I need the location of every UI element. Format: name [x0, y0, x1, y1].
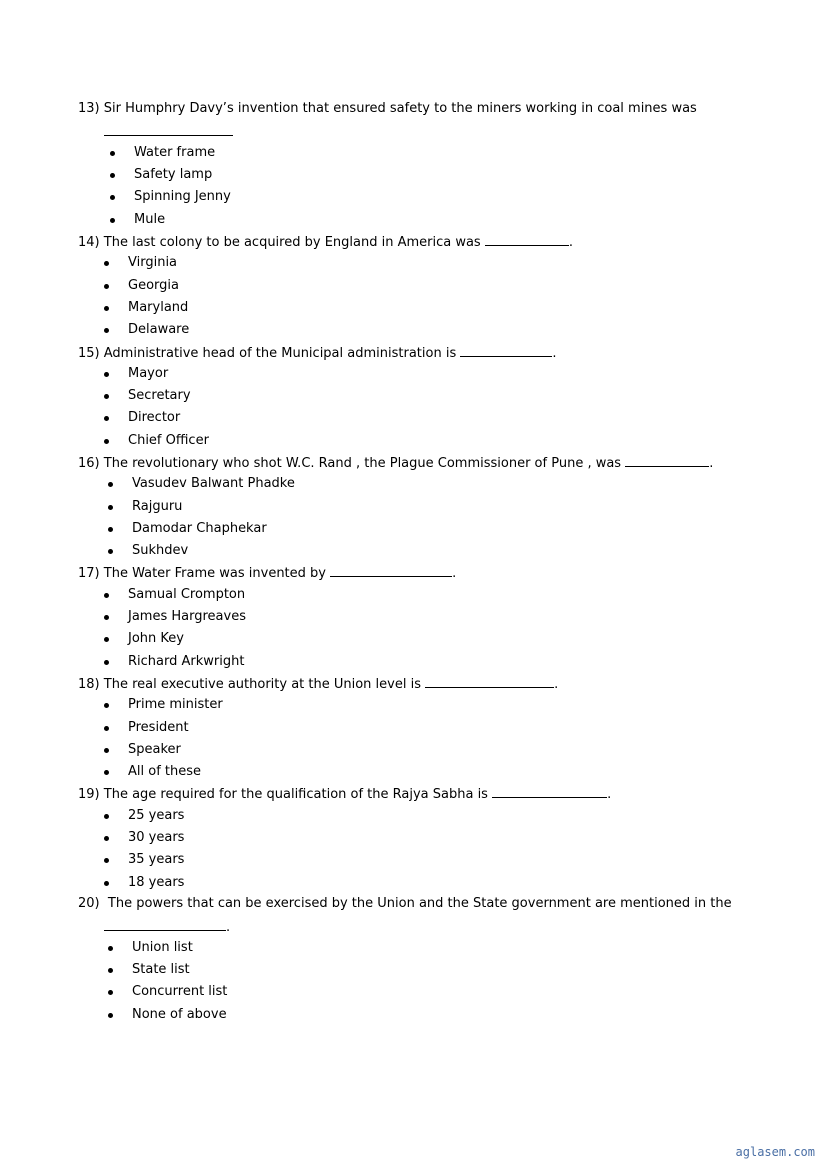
option: Vasudev Balwant Phadke — [132, 476, 295, 491]
option: James Hargreaves — [128, 609, 246, 624]
bullet-icon — [104, 593, 109, 598]
bullet-icon — [108, 482, 113, 487]
bullet-icon — [108, 527, 113, 532]
option: None of above — [132, 1007, 227, 1022]
bullet-icon — [104, 328, 109, 333]
bullet-icon — [104, 814, 109, 819]
answer-blank — [104, 123, 233, 141]
option: 18 years — [128, 875, 185, 890]
question-number: 17) — [78, 566, 100, 581]
question-number: 13) — [78, 101, 100, 116]
option: Director — [128, 410, 181, 425]
bullet-icon — [108, 990, 113, 995]
option: 25 years — [128, 808, 185, 823]
answer-blank — [104, 918, 230, 936]
watermark: aglasem.com — [735, 1145, 815, 1159]
option: Georgia — [128, 278, 179, 293]
option: Damodar Chaphekar — [132, 521, 267, 536]
bullet-icon — [110, 173, 115, 178]
bullet-icon — [104, 284, 109, 289]
option: Maryland — [128, 300, 189, 315]
bullet-icon — [104, 261, 109, 266]
bullet-icon — [104, 660, 109, 665]
option: Spinning Jenny — [134, 189, 231, 204]
option: Concurrent list — [132, 984, 228, 999]
question-17 — [78, 564, 456, 582]
question-end: . — [568, 235, 573, 250]
question-number: 18) — [78, 677, 100, 692]
question-18 — [78, 675, 558, 693]
bullet-icon — [108, 1013, 113, 1018]
question-13 — [78, 101, 697, 117]
bullet-icon — [110, 218, 115, 223]
question-15 — [78, 344, 557, 362]
bullet-icon — [104, 726, 109, 731]
bullet-icon — [110, 151, 115, 156]
question-end: . — [607, 787, 612, 802]
option: Mayor — [128, 366, 169, 381]
question-text: The last colony to be acquired by England in America was — [103, 235, 481, 250]
bullet-icon — [104, 615, 109, 620]
option: Richard Arkwright — [128, 654, 245, 669]
question-text: Administrative head of the Municipal administration is — [103, 346, 457, 361]
bullet-icon — [108, 549, 113, 554]
bullet-icon — [108, 946, 113, 951]
option: Rajguru — [132, 499, 183, 514]
question-end: . — [452, 566, 457, 581]
question-20 — [78, 896, 732, 912]
question-text: The age required for the qualification of the Rajya Sabha is — [103, 787, 488, 802]
question-text: The Water Frame was invented by — [103, 566, 326, 581]
question-number: 15) — [78, 346, 100, 361]
option: Union list — [132, 940, 193, 955]
option: John Key — [128, 631, 184, 646]
option: Chief Officer — [128, 433, 209, 448]
bullet-icon — [104, 703, 109, 708]
bullet-icon — [104, 836, 109, 841]
option: Secretary — [128, 388, 191, 403]
question-number: 20) — [78, 896, 100, 911]
option: Mule — [134, 212, 166, 227]
question-end: . — [554, 677, 559, 692]
question-text: Sir Humphry Davy’s invention that ensured safety to the miners working in coal mines was — [103, 101, 697, 116]
bullet-icon — [104, 858, 109, 863]
bullet-icon — [104, 394, 109, 399]
bullet-icon — [104, 439, 109, 444]
bullet-icon — [104, 748, 109, 753]
bullet-icon — [104, 306, 109, 311]
option: Prime minister — [128, 697, 223, 712]
question-end: . — [552, 346, 557, 361]
bullet-icon — [104, 881, 109, 886]
option: Samual Crompton — [128, 587, 246, 602]
option: Speaker — [128, 742, 181, 757]
option: Water frame — [134, 145, 216, 160]
question-number: 16) — [78, 456, 100, 471]
question-number: 14) — [78, 235, 100, 250]
option: 30 years — [128, 830, 185, 845]
option: President — [128, 720, 189, 735]
option: Virginia — [128, 255, 178, 270]
question-text: The real executive authority at the Union level is — [103, 677, 421, 692]
question-16 — [78, 454, 713, 472]
question-end: . — [709, 456, 714, 471]
question-14 — [78, 233, 573, 251]
question-text: The powers that can be exercised by the Union and the State government are mentioned in the — [107, 896, 732, 911]
bullet-icon — [104, 637, 109, 642]
option: All of these — [128, 764, 202, 779]
option: 35 years — [128, 852, 185, 867]
bullet-icon — [104, 770, 109, 775]
bullet-icon — [104, 416, 109, 421]
bullet-icon — [108, 505, 113, 510]
question-19 — [78, 785, 611, 803]
bullet-icon — [108, 968, 113, 973]
option: State list — [132, 962, 190, 977]
bullet-icon — [104, 372, 109, 377]
question-number: 19) — [78, 787, 100, 802]
bullet-icon — [110, 195, 115, 200]
option: Safety lamp — [134, 167, 213, 182]
option: Delaware — [128, 322, 190, 337]
question-text: The revolutionary who shot W.C. Rand , the Plague Commissioner of Pune , was — [103, 456, 622, 471]
option: Sukhdev — [132, 543, 189, 558]
question-end: . — [226, 920, 231, 935]
